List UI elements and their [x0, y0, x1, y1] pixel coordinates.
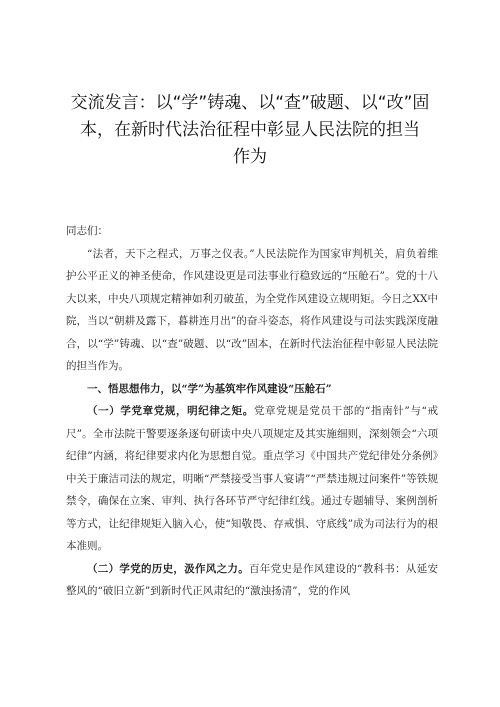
salutation: 同志们： — [66, 225, 108, 237]
paragraph-1 — [66, 400, 438, 558]
title-line-1: 交流发言：以“学”铸魂、以“查”破题、以“改”固 — [70, 93, 430, 113]
document-body — [66, 220, 438, 603]
section-heading-1: 一、悟思想伟力，以“学”为基筑牢作风建设“压舱石” — [87, 382, 332, 395]
document-title — [40, 90, 460, 171]
paragraph-2-text: 百年党史是作风建设的“教科书：从延安整风的“破旧立新”到新时代正风肃纪的“激浊扬清”，党的作风 — [66, 562, 438, 597]
title-line-2: 本，在新时代法治征程中彰显人民法院的担当 — [80, 120, 420, 140]
paragraph-1-text: 党章党规是党员干部的“指南针”与“戒尺”。全市法院干警要逐条逐句研读中央八项规定及其实施细则，深刻领会“六项纪律”内涵，将纪律要求内化为思想自觉。重点学习《中国共产党纪律处分条例》中关于廉洁司法的规定，明晰“严禁接受当事人宴请”“严禁违规过问案件”等铁规禁令，确保在立案、审判、执行各环节严守纪律红线。通过专题辅导、案例剖析等方式，让纪律规矩入脑入心，使“知敬畏、存戒惧、守底线”成为司法行为的根本准则。 — [66, 405, 438, 552]
intro-paragraph: “法者，天下之程式，万事之仪表。”人民法院作为国家审判机关，肩负着维护公平正义的神圣使命，作风建设更是司法事业行稳致远的“压舱石”。党的十八大以来，中央八项规定精神如利刃破茧，为全党作风建设立规明矩。今日之XX中院，当以“朝耕及露下，暮耕连月出”的奋斗姿态，将作风建设与司法实践深度融合，以“学”铸魂、以“查”破题、以“改”固本，在新时代法治征程中彰显人民法院的担当作为。 — [66, 247, 438, 372]
title-line-3: 作为 — [233, 147, 267, 167]
paragraph-2 — [66, 558, 438, 603]
paragraph-1-lead: （一）学党章党规，明纪律之矩。 — [87, 405, 254, 417]
paragraph-2-lead: （二）学党的历史，汲作风之力。 — [87, 562, 250, 575]
